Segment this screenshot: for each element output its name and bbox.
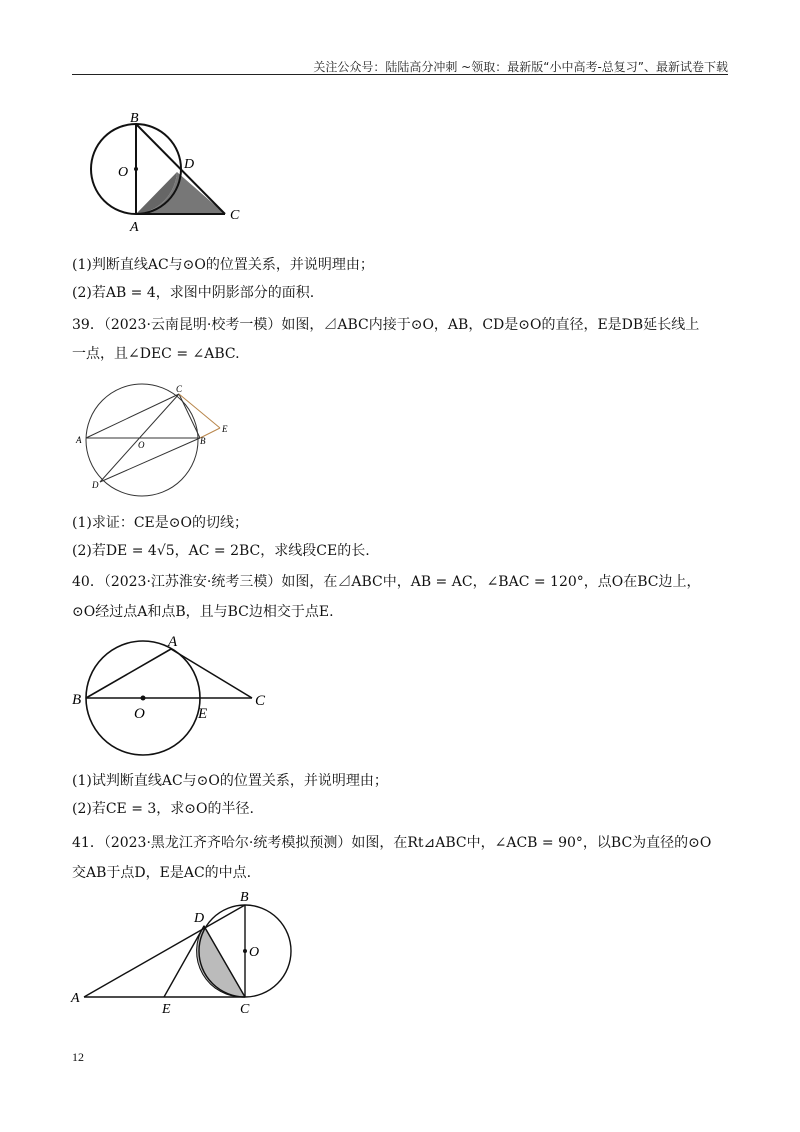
figure-q39 [72,380,242,500]
header-rule [72,74,728,75]
q41-stem-line2: 交AB于点D，E是AC的中点. [72,865,252,881]
label-d: D [184,157,195,172]
q40-sub1: (1)试判断直线AC与⊙O的位置关系，并说明理由； [72,773,388,789]
page-number: 12 [72,1050,84,1064]
label-c: C [255,693,266,709]
q39-sub2: (2)若DE = 4√5，AC = 2BC，求线段CE的长. [72,543,370,559]
label-o: O [134,706,145,722]
segment-ab [86,649,171,698]
q38-sub1: (1)判断直线AC与⊙O的位置关系，并说明理由； [72,257,374,273]
page-header: 关注公众号：陆陆高分冲刺 ~领取：最新版“小中高考-总复习”、最新试卷下载 [313,60,728,74]
label-e: E [162,1002,171,1017]
label-a: A [130,220,139,235]
label-b: B [130,111,139,126]
q39-sub1: (1)求证：CE是⊙O的切线； [72,515,248,531]
label-o: O [118,165,129,180]
q40-stem-line1: 40．（2023·江苏淮安·统考三模）如图，在⊿ABC中，AB = AC，∠BAC = 120°，点O在BC边上， [72,574,701,590]
segment-ac [171,649,252,698]
chord-ac [86,394,179,438]
label-e: E [222,424,228,434]
label-d: D [194,911,205,926]
label-b: B [240,890,249,905]
label-o: O [138,440,145,450]
shaded-region [197,926,245,997]
center-point [141,696,146,701]
label-e: E [198,706,208,722]
label-c: C [176,384,183,394]
segment-ce [179,394,220,428]
label-a: A [76,435,82,445]
q40-sub2: (2)若CE = 3，求⊙O的半径. [72,801,254,817]
q40-stem-line2: ⊙O经过点A和点B，且与BC边相交于点E. [72,604,334,620]
figure-q41 [68,886,308,1020]
figure-q40 [68,630,278,760]
q39-stem-line1: 39．（2023·云南昆明·校考一模）如图，⊿ABC内接于⊙O，AB，CD是⊙O的直径，E是DB延长线上 [72,317,700,333]
label-b: B [72,692,82,708]
label-b: B [200,436,206,446]
label-a: A [71,991,80,1006]
q38-sub2: (2)若AB = 4，求图中阴影部分的面积. [72,285,315,301]
center-point [243,949,247,953]
center-point [134,167,138,171]
figure-q38 [80,110,260,235]
q39-stem-line2: 一点，且∠DEC = ∠ABC. [72,346,240,362]
label-a: A [168,634,178,650]
label-o: O [249,945,260,960]
label-c: C [230,208,240,223]
label-c: C [240,1002,250,1017]
chord-bc [179,394,200,438]
q41-stem-line1: 41．（2023·黑龙江齐齐哈尔·统考模拟预测）如图，在Rt⊿ABC中，∠ACB = 90°，以BC为直径的⊙O [72,835,712,851]
label-d: D [92,480,99,490]
